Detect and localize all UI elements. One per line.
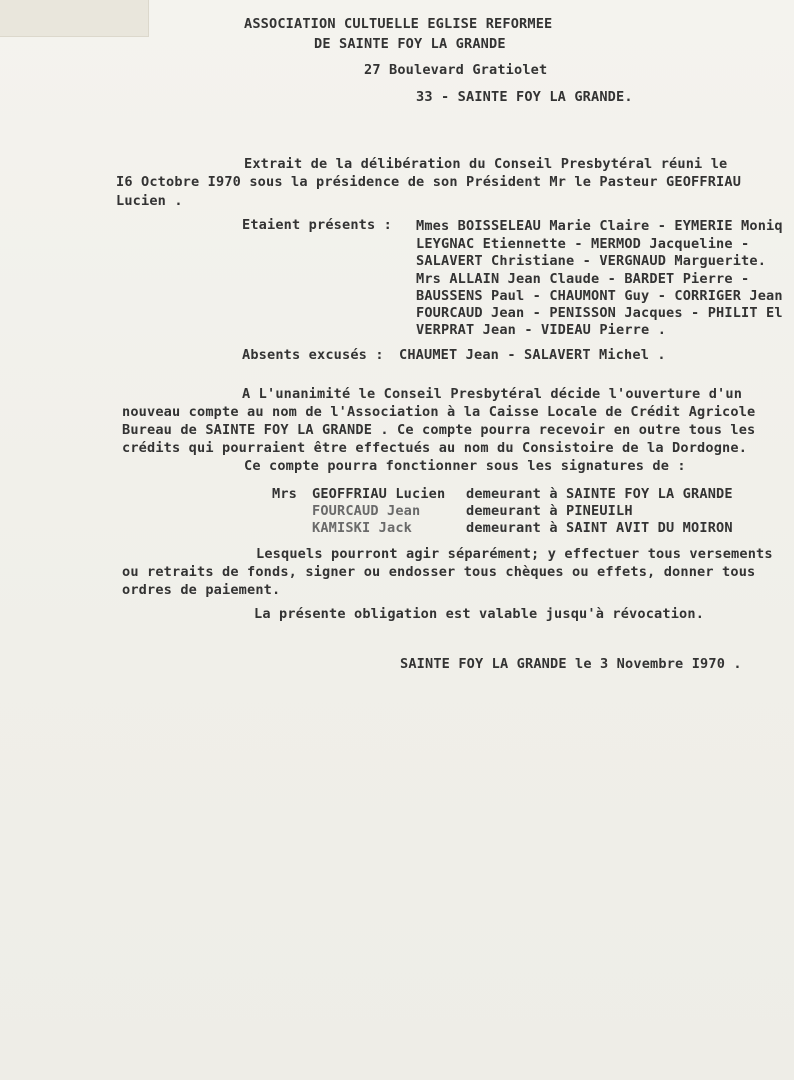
powers-line: ordres de paiement. xyxy=(122,582,281,598)
presents-name-line: SALAVERT Christiane - VERGNAUD Marguerite. xyxy=(416,253,767,269)
signatories-prefix: Mrs xyxy=(272,486,298,502)
org-name-line1: ASSOCIATION CULTUELLE EGLISE REFORMEE xyxy=(244,16,553,32)
presents-label: Etaient présents : xyxy=(242,217,393,233)
resolution-line: Bureau de SAINTE FOY LA GRANDE . Ce compte pourra recevoir en outre tous les xyxy=(122,422,756,438)
resolution-line: nouveau compte au nom de l'Association à la Caisse Locale de Crédit Agricole xyxy=(122,404,756,420)
presents-name-line: Mrs ALLAIN Jean Claude - BARDET Pierre - xyxy=(416,271,750,287)
intro-line: Extrait de la délibération du Conseil Presbytéral réuni le xyxy=(244,156,728,172)
presents-name-line: BAUSSENS Paul - CHAUMONT Guy - CORRIGER Jean xyxy=(416,288,783,304)
signatory-residence: demeurant à PINEUILH xyxy=(466,503,633,519)
absents-label: Absents excusés : xyxy=(242,347,384,363)
signatory-residence: demeurant à SAINT AVIT DU MOIRON xyxy=(466,520,733,536)
intro-line: Lucien . xyxy=(116,193,183,209)
resolution-line: Ce compte pourra fonctionner sous les signatures de : xyxy=(244,458,686,474)
presents-name-line: LEYGNAC Etiennette - MERMOD Jacqueline - xyxy=(416,236,750,252)
resolution-line: A L'unanimité le Conseil Presbytéral décide l'ouverture d'un xyxy=(242,386,743,402)
paper-tape-strip xyxy=(0,0,149,37)
presents-name-line: VERPRAT Jean - VIDEAU Pierre . xyxy=(416,322,667,338)
signatory-name: FOURCAUD Jean xyxy=(312,503,421,519)
org-city: 33 - SAINTE FOY LA GRANDE. xyxy=(416,89,633,105)
signatory-residence: demeurant à SAINTE FOY LA GRANDE xyxy=(466,486,733,502)
org-name-line2: DE SAINTE FOY LA GRANDE xyxy=(314,36,506,52)
powers-line: Lesquels pourront agir séparément; y effectuer tous versements xyxy=(256,546,773,562)
place-date-line: SAINTE FOY LA GRANDE le 3 Novembre I970 . xyxy=(400,656,742,672)
intro-line: I6 Octobre I970 sous la présidence de son Président Mr le Pasteur GEOFFRIAU xyxy=(116,174,742,190)
resolution-line: crédits qui pourraient être effectués au nom du Consistoire de la Dordogne. xyxy=(122,440,748,456)
validity-statement: La présente obligation est valable jusqu'à révocation. xyxy=(254,606,705,622)
powers-line: ou retraits de fonds, signer ou endosser tous chèques ou effets, donner tous xyxy=(122,564,756,580)
presents-name-line: Mmes BOISSELEAU Marie Claire - EYMERIE Moniq xyxy=(416,218,783,234)
absents-names: CHAUMET Jean - SALAVERT Michel . xyxy=(399,347,666,363)
presents-name-line: FOURCAUD Jean - PENISSON Jacques - PHILIT El xyxy=(416,305,783,321)
signatory-name: GEOFFRIAU Lucien xyxy=(312,486,446,502)
signatory-name: KAMISKI Jack xyxy=(312,520,413,536)
org-address: 27 Boulevard Gratiolet xyxy=(364,62,548,78)
